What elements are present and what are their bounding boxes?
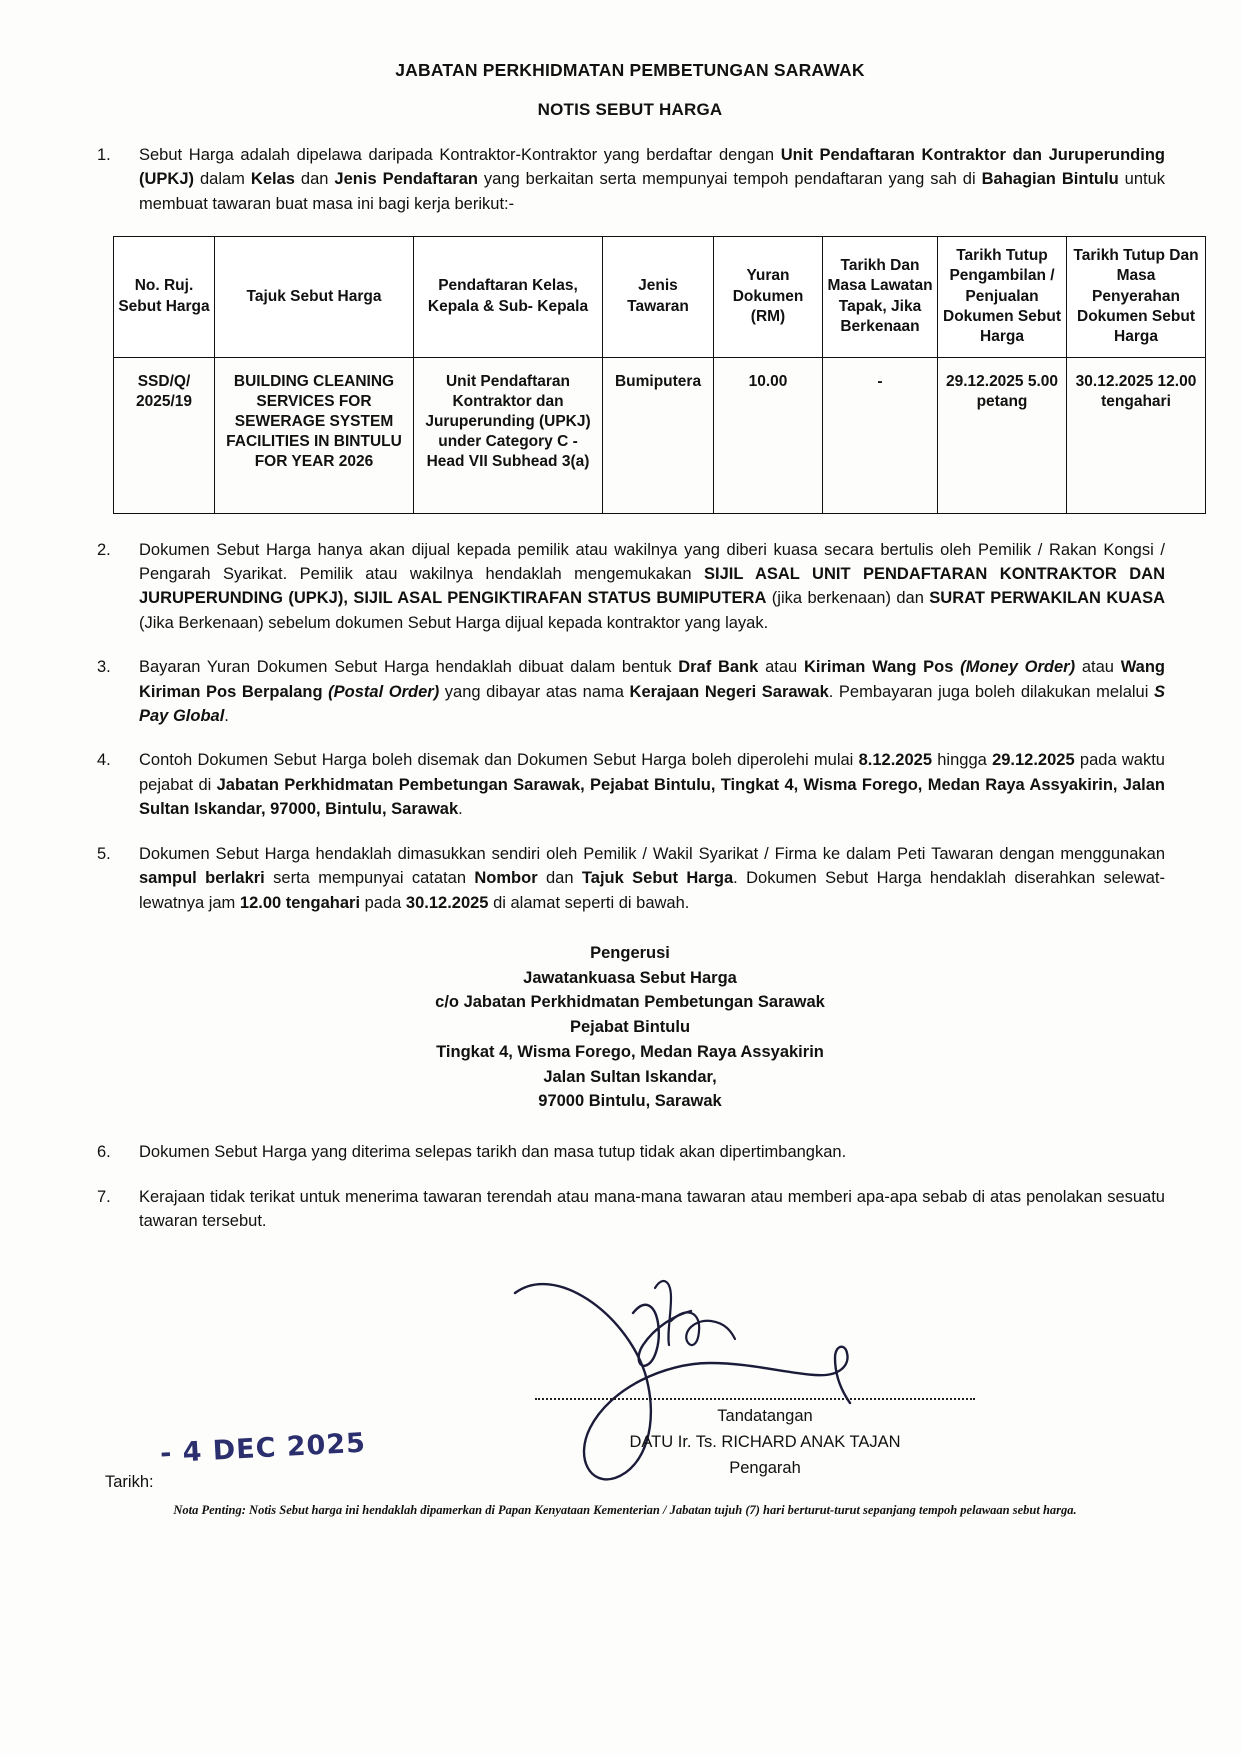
clause-4 <box>95 748 1165 821</box>
page-title: JABATAN PERKHIDMATAN PEMBETUNGAN SARAWAK <box>395 60 865 80</box>
clause-6 <box>95 1140 1165 1164</box>
table-header-yuran: Yuran Dokumen (RM) <box>714 237 823 358</box>
table-row <box>114 357 1206 513</box>
document-content <box>95 60 1199 1523</box>
clause-1-part3: dan <box>294 170 335 189</box>
clause-6-text: Dokumen Sebut Harga yang diterima selepas tarikh dan masa tutup tidak akan dipertimbangkan. <box>139 1143 847 1162</box>
table-header-tutup-serah: Tarikh Tutup Dan Masa Penyerahan Dokumen Sebut Harga <box>1067 237 1206 358</box>
page-subtitle: NOTIS SEBUT HARGA <box>537 100 723 119</box>
clause-2-part2: (jika berkenaan) dan <box>766 589 930 608</box>
clause-2-bold2: SURAT PERWAKILAN KUASA <box>929 589 1166 608</box>
clause-4-bold3: Jabatan Perkhidmatan Pembetungan Sarawak, Pejabat Bintulu, Tingkat 4, Wisma Forego, Medan Raya Assyakirin, Jalan Sultan Iskandar, 97000, Bintulu, Sarawak <box>139 775 1165 819</box>
clause-4-part3: pada waktu pejabat di <box>139 751 1165 794</box>
table-header-tutup-ambil: Tarikh Tutup Pengambilan / Penjualan Dokumen Sebut Harga <box>938 237 1067 358</box>
clause-4-bold2: 29.12.2025 <box>992 751 1075 770</box>
clause-1-text <box>139 143 1165 216</box>
clause-1-bold1: Unit Pendaftaran Kontraktor dan Juruperunding (UPKJ) <box>139 146 1166 189</box>
clause-1-bold3: Jenis Pendaftaran <box>334 170 478 189</box>
cell-lawatan: - <box>823 357 938 513</box>
clause-3-part2: atau <box>758 658 804 677</box>
clause-2-number: 2. <box>97 540 111 559</box>
clause-2 <box>95 538 1165 636</box>
footnote: Nota Penting: Notis Sebut harga ini hendaklah dipamerkan di Papan Kenyataan Kementerian / Jabatan tujuh (7) hari berturut-turut sepanjang tempoh pelawaan sebut harga. <box>173 1503 1077 1517</box>
clause-6-number: 6. <box>97 1143 111 1162</box>
cell-tutup-ambil: 29.12.2025 5.00 petang <box>938 357 1067 513</box>
clause-3-text <box>139 655 1165 728</box>
signature-area <box>95 1273 1165 1523</box>
clause-7-number: 7. <box>97 1187 111 1206</box>
clause-5-text <box>139 842 1165 915</box>
address-line-7: 97000 Bintulu, Sarawak <box>538 1092 722 1111</box>
clause-1-part2: dalam <box>194 170 251 189</box>
clause-7-text: Kerajaan tidak terikat untuk menerima tawaran terendah atau mana-mana tawaran atau memberi apa-apa sebab di atas penolakan sesuatu tawaran tersebut. <box>139 1187 1165 1230</box>
clause-4-part1: Contoh Dokumen Sebut Harga boleh disemak dan Dokumen Sebut Harga boleh diperolehi mulai <box>139 751 859 770</box>
table-body <box>114 357 1206 513</box>
clause-3 <box>95 655 1165 728</box>
address-line-2: Jawatankuasa Sebut Harga <box>523 968 737 987</box>
clause-3-number: 3. <box>97 658 111 677</box>
signature-caption: Tandatangan <box>717 1407 813 1426</box>
cell-pendaftaran: Unit Pendaftaran Kontraktor dan Juruperunding (UPKJ) under Category C - Head VII Subhead 3(a) <box>414 357 603 513</box>
clause-1-part4: yang berkaitan serta mempunyai tempoh pendaftaran yang sah di <box>477 170 982 189</box>
clause-1-part5: untuk membuat tawaran buat masa ini bagi kerja berikut:- <box>139 170 1166 213</box>
table-header-ref: No. Ruj. Sebut Harga <box>114 237 215 358</box>
clause-3-italic2: (Postal Order) <box>322 682 440 701</box>
clause-5-part3: dan <box>537 869 582 888</box>
clause-5-number: 5. <box>97 844 111 863</box>
clause-3-bold3: Wang Kiriman Pos Berpalang <box>139 658 1165 701</box>
address-block <box>95 941 1165 1114</box>
clause-3-part1: Bayaran Yuran Dokumen Sebut Harga hendaklah dibuat dalam bentuk <box>139 658 679 677</box>
clause-5 <box>95 842 1165 915</box>
clause-4-number: 4. <box>97 751 111 770</box>
table-header-jenis: Jenis Tawaran <box>603 237 714 358</box>
clause-5-part1: Dokumen Sebut Harga hendaklah dimasukkan sendiri oleh Pemilik / Wakil Syarikat / Firma ke dalam Peti Tawaran dengan menggunakan <box>139 844 1165 863</box>
clause-3-part3: atau <box>1075 658 1121 677</box>
clause-3-bold2: Kiriman Wang Pos <box>803 658 954 677</box>
clause-1-part1: Sebut Harga adalah dipelawa daripada Kontraktor-Kontraktor yang berdaftar dengan <box>139 146 781 164</box>
date-stamp: - 4 DEC 2025 <box>159 1428 367 1470</box>
clause-1-bold2: Kelas <box>250 170 295 189</box>
table-header-lawatan: Tarikh Dan Masa Lawatan Tapak, Jika Berkenaan <box>823 237 938 358</box>
clause-3-italic1: (Money Order) <box>953 658 1076 677</box>
cell-ref: SSD/Q/ 2025/19 <box>114 357 215 513</box>
document-header <box>95 60 1165 120</box>
clause-4-bold1: 8.12.2025 <box>858 751 932 770</box>
clause-5-part5: pada <box>360 893 406 912</box>
signatory-position: Pengarah <box>729 1458 801 1477</box>
clause-5-bold5: 30.12.2025 <box>405 893 489 912</box>
cell-jenis: Bumiputera <box>603 357 714 513</box>
quotation-table <box>113 236 1206 513</box>
clause-3-part4: yang dibayar atas nama <box>439 682 630 701</box>
clause-4-part4: . <box>458 800 463 819</box>
address-line-5: Tingkat 4, Wisma Forego, Medan Raya Assyakirin <box>436 1042 824 1061</box>
clause-2-text <box>139 538 1165 636</box>
clause-1-number: 1. <box>97 146 111 164</box>
signature-details <box>485 1404 1045 1481</box>
clause-1 <box>95 143 1165 216</box>
address-line-1: Pengerusi <box>590 943 670 962</box>
date-label: Tarikh: <box>105 1473 154 1492</box>
clause-3-bold4: Kerajaan Negeri Sarawak <box>629 682 829 701</box>
clause-5-part4: . Dokumen Sebut Harga hendaklah diserahkan selewat-lewatnya jam <box>139 869 1165 912</box>
address-line-6: Jalan Sultan Iskandar, <box>543 1067 717 1086</box>
clause-5-bold3: Tajuk Sebut Harga <box>581 869 734 888</box>
clause-3-part6: . <box>224 707 229 726</box>
clause-2-part3: (Jika Berkenaan) sebelum dokumen Sebut Harga dijual kepada kontraktor yang layak. <box>139 613 769 632</box>
signature-line <box>535 1398 975 1400</box>
table-header-row <box>114 237 1206 358</box>
address-line-3: c/o Jabatan Perkhidmatan Pembetungan Sarawak <box>435 993 825 1012</box>
clause-5-part2: serta mempunyai catatan <box>264 869 475 888</box>
cell-tutup-serah: 30.12.2025 12.00 tengahari <box>1067 357 1206 513</box>
address-line-4: Pejabat Bintulu <box>569 1018 691 1037</box>
clause-2-part1: Dokumen Sebut Harga hanya akan dijual kepada pemilik atau wakilnya yang diberi kuasa secara bertulis oleh Pemilik / Rakan Kongsi / Pengarah Syarikat. Pemilik atau wakilnya hendaklah mengemukakan <box>139 540 1165 584</box>
clause-5-bold4: 12.00 tengahari <box>239 893 361 912</box>
clause-4-text <box>139 748 1165 821</box>
clause-3-bold1: Draf Bank <box>678 658 759 677</box>
cell-tajuk: BUILDING CLEANING SERVICES FOR SEWERAGE SYSTEM FACILITIES IN BINTULU FOR YEAR 2026 <box>215 357 414 513</box>
signatory-name: DATU Ir. Ts. RICHARD ANAK TAJAN <box>629 1432 901 1451</box>
clause-2-bold1: SIJIL ASAL UNIT PENDAFTARAN KONTRAKTOR DAN JURUPERUNDING (UPKJ), SIJIL ASAL PENGIKTIRAFAN STATUS BUMIPUTERA <box>139 565 1165 608</box>
clause-3-bolditalic1: S Pay Global <box>139 682 1166 726</box>
clause-7 <box>95 1185 1165 1234</box>
table-header-tajuk: Tajuk Sebut Harga <box>215 237 414 358</box>
clause-5-part6: di alamat seperti di bawah. <box>488 893 690 912</box>
table-head <box>114 237 1206 358</box>
clause-4-part2: hingga <box>932 751 993 770</box>
clause-3-part5: . Pembayaran juga boleh dilakukan melalui <box>828 682 1154 701</box>
clause-1-bold4: Bahagian Bintulu <box>981 170 1119 189</box>
cell-yuran: 10.00 <box>714 357 823 513</box>
clause-5-bold1: sampul berlakri <box>139 869 265 888</box>
table-header-pendaftaran: Pendaftaran Kelas, Kepala & Sub- Kepala <box>414 237 603 358</box>
clause-5-bold2: Nombor <box>474 869 538 888</box>
